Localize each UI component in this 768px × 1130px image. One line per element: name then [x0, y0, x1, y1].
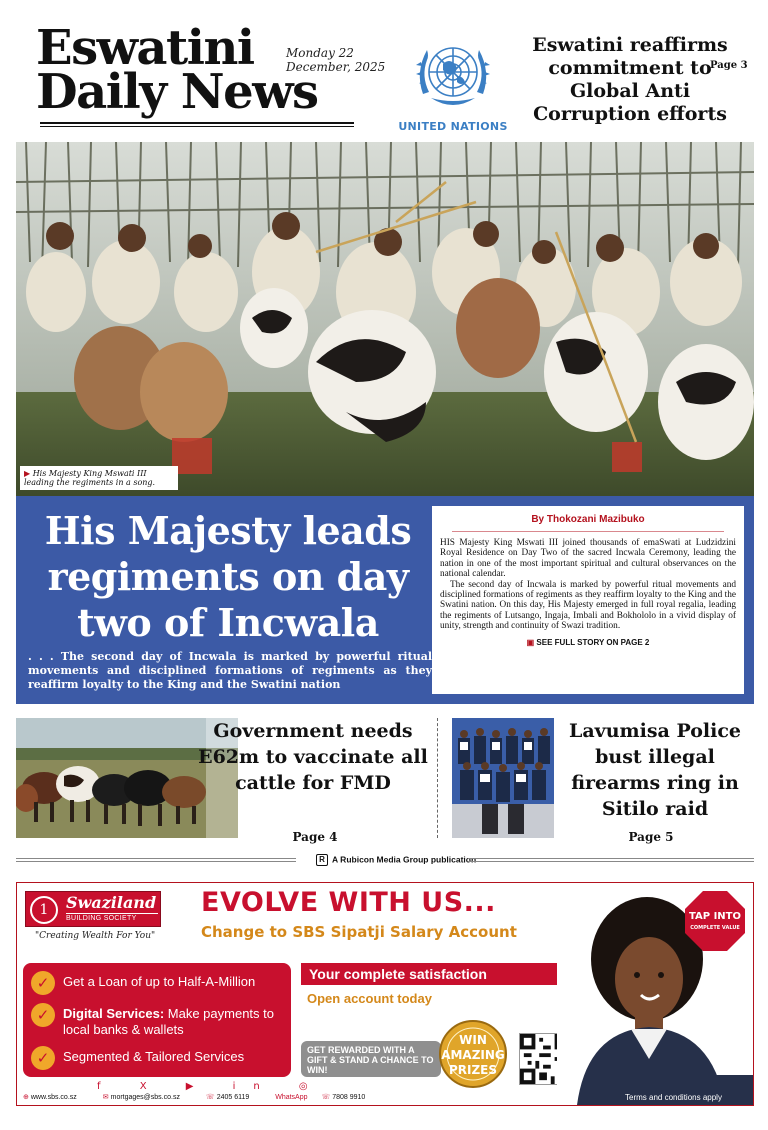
lead-story-block: [16, 496, 754, 704]
police-photo[interactable]: [452, 718, 554, 838]
title-line-1: Eswatini: [36, 20, 254, 76]
phone-number[interactable]: ☏ 2405 6119: [205, 1094, 250, 1101]
cattle-page-ref: Page 4: [292, 830, 338, 844]
lead-standfirst: . . . The second day of Incwala is marked by powerful ritual movements and disciplined formations of regiments as they reaffirm loyalty to the King and the Swatini nation: [28, 650, 432, 691]
hero-photo-caption: [20, 466, 178, 490]
caption-triangle-icon: ▶: [24, 469, 33, 478]
article-paragraph: The second day of Incwala is marked by powerful ritual movements and disciplined formations of regiments as they reaffirm loyalty to the King and the Swatini nation. On this day, His Majesty emerged in full royal regalia, leading the regiments of Lutsango, Ingaja, Imbali and Bokhololo in a vivid display of unity, strength and continuity of Swazi tradition.: [440, 579, 736, 632]
benefit-item: [31, 1046, 283, 1070]
column-divider: [437, 718, 438, 838]
lead-article-body: [440, 538, 736, 632]
date-line-2: December, 2025: [286, 60, 386, 74]
article-paragraph: HIS Majesty King Mswati III joined thousands of emaSwati at Ludzidzini Royal Residence on Day Two of the sacred Incwala Ceremony, leading the nation in one of the most important spiritual and cultural observances on the national calendar.: [440, 538, 736, 580]
whatsapp-icon: ☏: [319, 1094, 331, 1101]
open-account-text[interactable]: Open account today: [307, 991, 432, 1006]
un-label: UNITED NATIONS: [398, 120, 508, 133]
mail-icon: ✉: [102, 1094, 109, 1101]
un-emblem-icon: [413, 32, 493, 118]
regiments-photo-illustration: [16, 142, 754, 496]
sbs-emblem-icon: 1: [30, 896, 58, 924]
win-line-2: AMAZING: [441, 1048, 505, 1062]
ad-subheadline: Change to SBS Sipatji Salary Account: [201, 923, 517, 941]
masthead: [36, 20, 386, 130]
whatsapp-label: WhatsApp: [275, 1094, 308, 1101]
lead-headline[interactable]: His Majesty leads regiments on day two of Incwala: [44, 508, 412, 645]
win-prizes-badge: [427, 1019, 519, 1089]
lead-article-box: [432, 506, 744, 694]
police-page-ref: Page 5: [628, 830, 674, 844]
title-line-2: Daily News: [36, 64, 318, 120]
see-full-text: SEE FULL STORY ON PAGE 2: [536, 637, 650, 647]
win-line-3: PRIZES: [448, 1063, 498, 1077]
masthead-rule-thin: [40, 126, 354, 127]
headline-lavumisa-police[interactable]: Lavumisa Police bust illegal firearms ring in Sitilo raid: [568, 720, 741, 820]
byline-rule: [452, 531, 724, 532]
social-icons[interactable]: f X ▶ in ◎: [97, 1081, 326, 1092]
masthead-rule: [40, 122, 354, 124]
contact-line: [23, 1093, 553, 1101]
see-full-story-link[interactable]: [440, 638, 736, 647]
benefit-text: Segmented & Tailored Services: [63, 1049, 245, 1064]
check-icon: ✓: [31, 1046, 55, 1070]
sbs-advertisement[interactable]: [16, 882, 754, 1106]
rubicon-logo-icon: R: [316, 854, 328, 866]
whatsapp-number[interactable]: WhatsApp ☏ 7808 9910: [275, 1094, 366, 1101]
check-icon: ✓: [31, 1003, 55, 1027]
tap-line-2: COMPLETE VALUE: [690, 925, 740, 931]
sbs-brand-sub: BUILDING SOCIETY: [66, 913, 158, 922]
website-link[interactable]: ⊕ www.sbs.co.sz: [23, 1094, 77, 1101]
teaser-page-ref: Page 3: [710, 60, 748, 71]
teaser-headline-anti-corruption[interactable]: Eswatini reaffirms commitment to Global Anti Corruption efforts: [532, 34, 728, 125]
publisher-credit: [316, 854, 476, 866]
hero-photo-incwala-regiments[interactable]: [16, 142, 754, 496]
publication-strip: [16, 852, 754, 870]
issue-date: [286, 46, 386, 74]
reward-badge: GET REWARDED WITH A GIFT & STAND A CHANCE TO WIN!: [301, 1041, 441, 1077]
win-line-1: WIN: [459, 1033, 487, 1047]
sbs-tagline: "Creating Wealth For You": [35, 931, 156, 941]
arrow-icon: ▣: [526, 637, 537, 647]
ad-headline: EVOLVE WITH US...: [201, 887, 496, 918]
sbs-brand-name: Swaziland: [66, 893, 157, 912]
date-line-1: Monday 22: [286, 46, 354, 60]
byline: By Thokozani Mazibuko: [531, 514, 645, 525]
phone-icon: ☏: [205, 1094, 215, 1101]
benefit-text: Digital Services: Make payments to local banks & wallets: [63, 1006, 274, 1037]
benefit-item: [31, 1003, 283, 1038]
benefit-text: Get a Loan of up to Half-A-Million: [63, 974, 256, 989]
check-icon: ✓: [31, 971, 55, 995]
strip-rule-right: [468, 858, 754, 862]
satisfaction-banner: Your complete satisfaction: [301, 963, 587, 985]
strip-rule-left: [16, 858, 296, 862]
sbs-logo[interactable]: [25, 891, 161, 927]
tap-into-value-badge: [683, 889, 747, 953]
benefit-item: [31, 971, 283, 995]
headline-cattle-vaccination[interactable]: Government needs E62m to vaccinate all cattle for FMD: [198, 720, 428, 794]
globe-icon: ⊕: [23, 1094, 29, 1101]
terms-text: Terms and conditions apply: [625, 1093, 722, 1102]
ad-benefits-box: [23, 963, 291, 1077]
caption-text: His Majesty King Mswati III leading the regiments in a song.: [24, 469, 156, 487]
email-link[interactable]: ✉ mortgages@sbs.co.sz: [102, 1094, 180, 1101]
publisher-text: A Rubicon Media Group publication: [332, 854, 477, 865]
police-group-photo-illustration: [452, 718, 554, 838]
united-nations-logo[interactable]: [398, 32, 508, 136]
tap-line-1: TAP INTO: [688, 911, 742, 922]
